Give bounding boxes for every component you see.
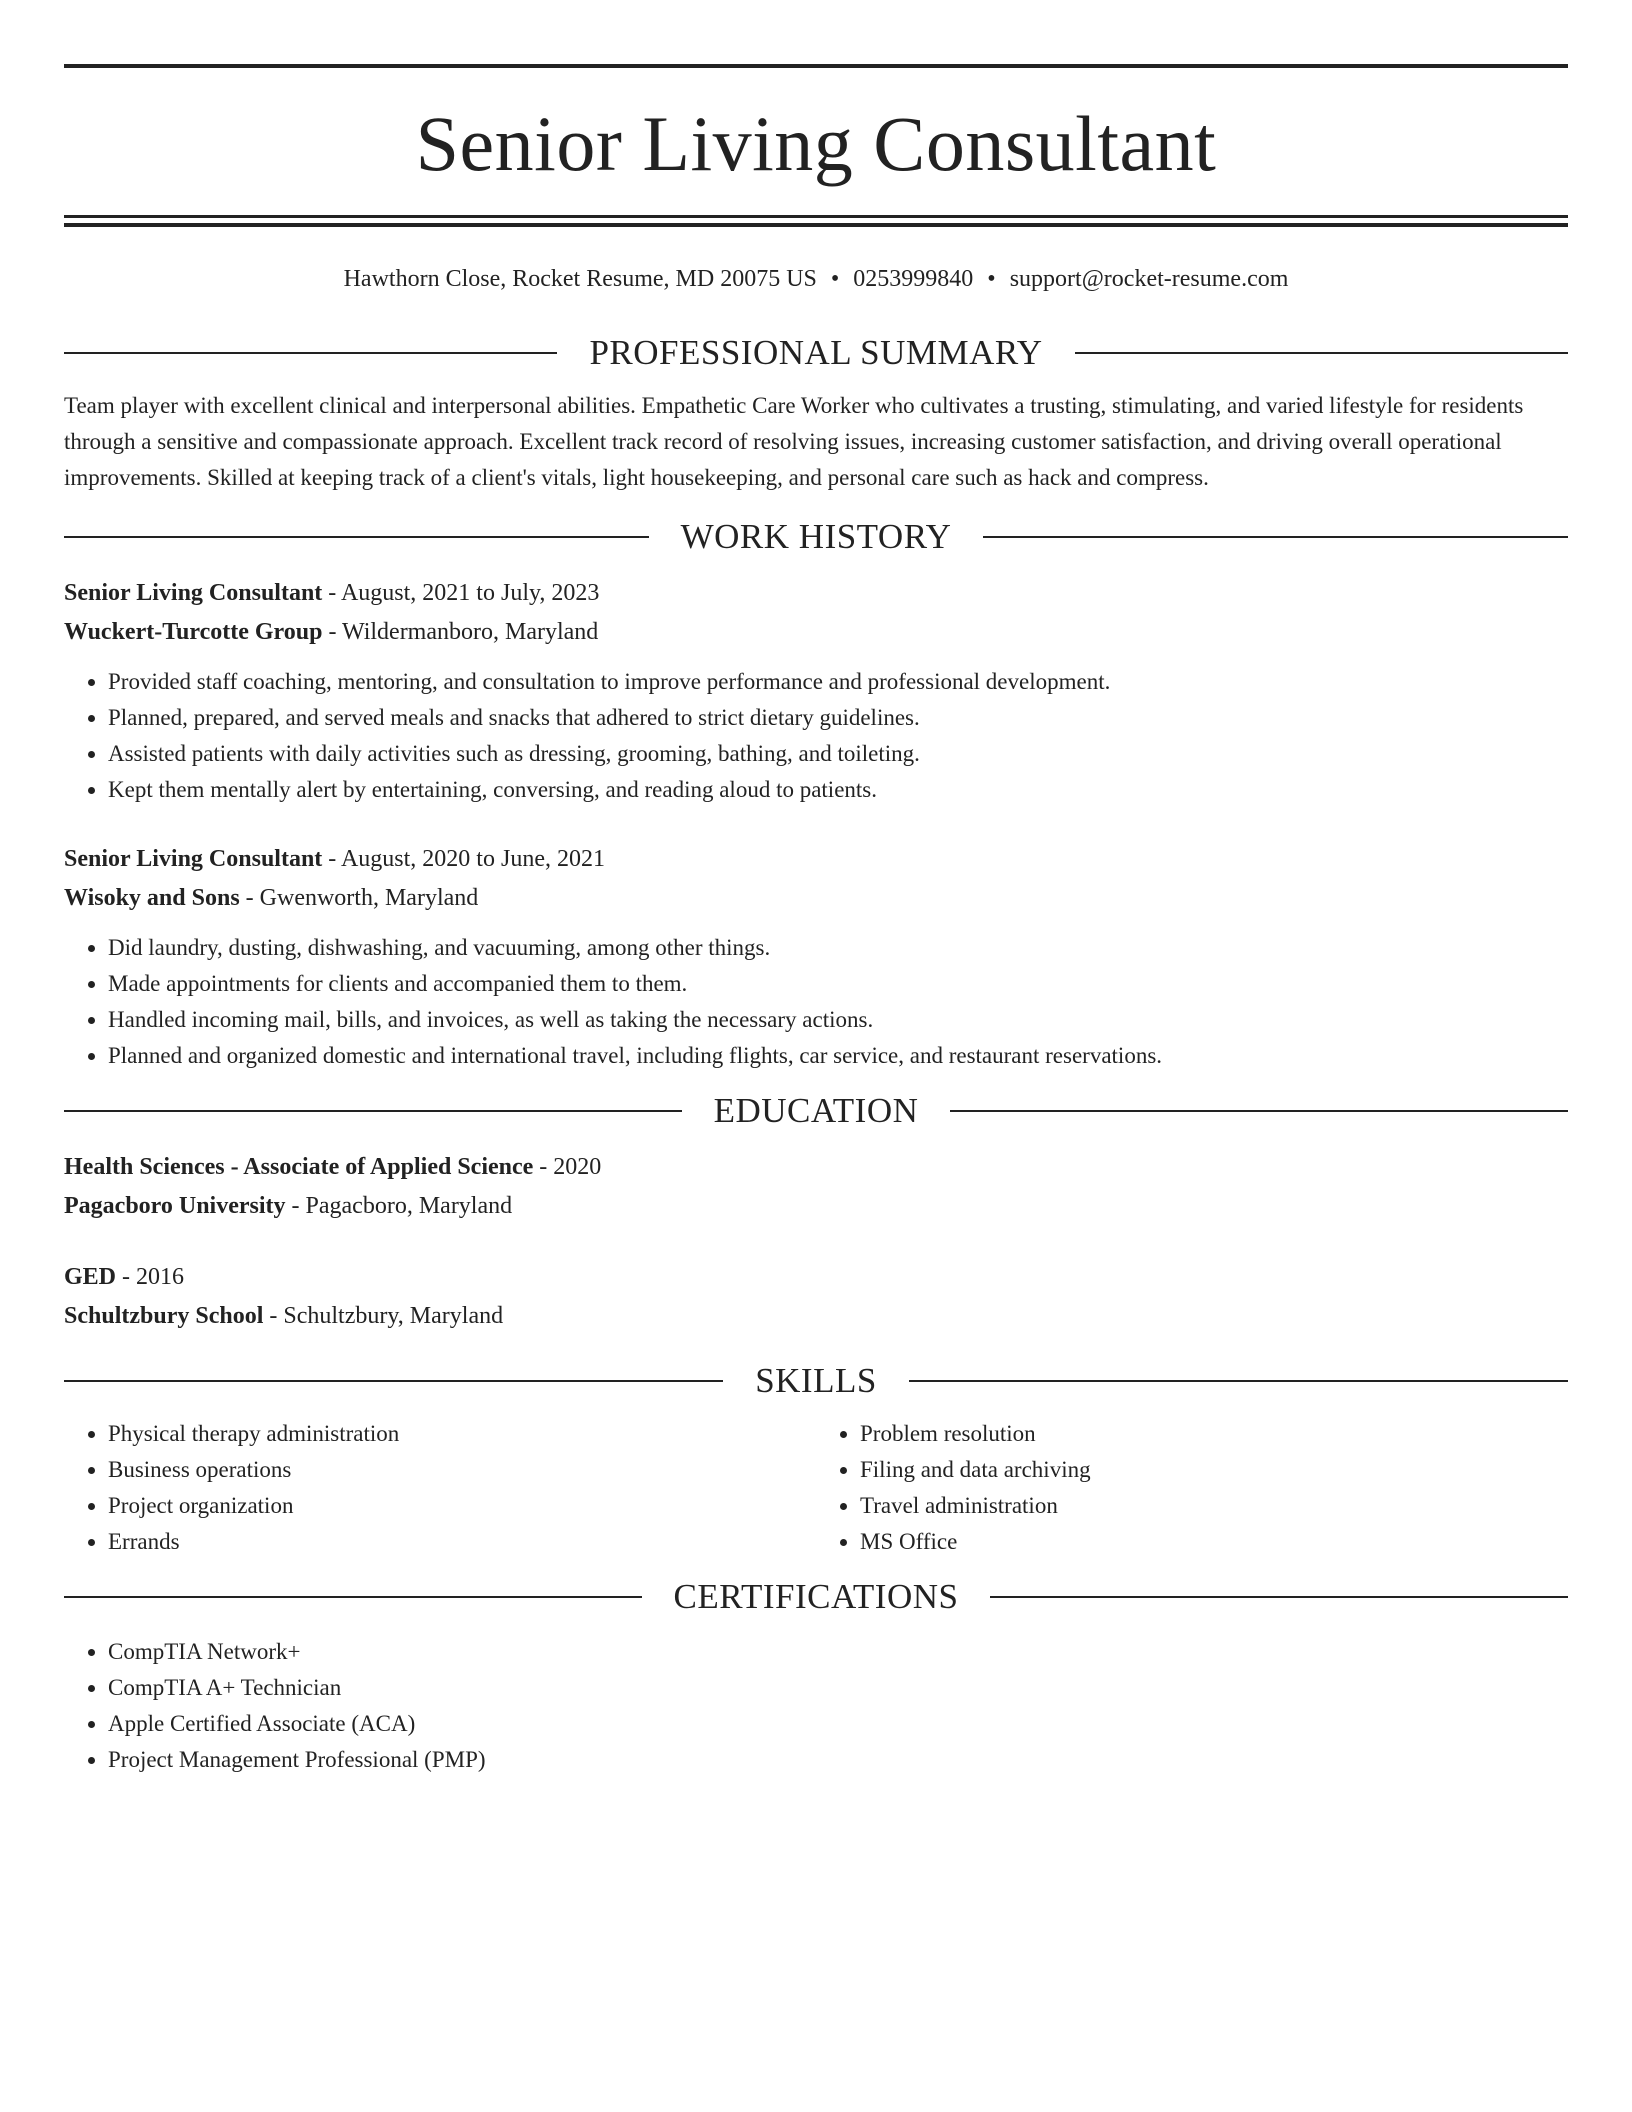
- contact-phone: 0253999840: [853, 266, 974, 292]
- job-location: - Wildermanboro, Maryland: [322, 619, 599, 645]
- education-entry: [64, 1148, 1568, 1226]
- degree: Health Sciences - Associate of Applied Science: [64, 1154, 534, 1180]
- heading-rule: [64, 1110, 682, 1112]
- school-location: - Pagacboro, Maryland: [285, 1193, 513, 1219]
- contact-separator: •: [987, 266, 996, 292]
- summary-heading-label: PROFESSIONAL SUMMARY: [589, 333, 1043, 372]
- degree-line: [64, 1258, 1568, 1297]
- list-item: • Problem resolution: [860, 1416, 1568, 1452]
- title-double-rule: [64, 215, 1568, 227]
- degree-year: - 2020: [533, 1154, 602, 1180]
- school: Schultzbury School: [64, 1303, 264, 1329]
- page-title: Senior Living Consultant: [415, 100, 1217, 187]
- skills-heading: [64, 1358, 1568, 1404]
- list-item: • Made appointments for clients and accompanied them to them.: [108, 966, 1568, 1002]
- list-item: • Apple Certified Associate (ACA): [108, 1706, 1568, 1742]
- heading-rule: [64, 352, 557, 354]
- list-item: • Filing and data archiving: [860, 1452, 1568, 1488]
- contact-separator: •: [830, 266, 840, 292]
- education-heading-label: EDUCATION: [713, 1091, 919, 1130]
- school-line: [64, 1297, 1568, 1336]
- school-location: - Schultzbury, Maryland: [263, 1303, 504, 1329]
- job-title: Senior Living Consultant: [64, 846, 323, 872]
- work-history-heading: [64, 514, 1568, 560]
- degree-year: - 2016: [116, 1264, 185, 1290]
- list-item: • Did laundry, dusting, dishwashing, and vacuuming, among other things.: [108, 930, 1568, 966]
- heading-rule: [983, 536, 1568, 538]
- list-item: • CompTIA A+ Technician: [108, 1670, 1568, 1706]
- job-location: - Gwenworth, Maryland: [239, 885, 479, 911]
- contact-line: [64, 264, 1568, 294]
- resume-page: [64, 64, 1568, 1778]
- skills-column-right: [816, 1416, 1568, 1560]
- work-history-heading-label: WORK HISTORY: [680, 517, 952, 556]
- job-bullets: [64, 930, 1568, 1074]
- list-item: • Planned, prepared, and served meals and snacks that adhered to strict dietary guidelines.: [108, 700, 1568, 736]
- heading-rule: [909, 1380, 1568, 1382]
- heading-rule: [64, 1596, 642, 1598]
- certifications-heading: [64, 1574, 1568, 1620]
- skills-column-left: [64, 1416, 816, 1560]
- school-line: [64, 1187, 1568, 1226]
- contact-address: Hawthorn Close, Rocket Resume, MD 20075 US: [343, 266, 817, 292]
- list-item: • CompTIA Network+: [108, 1634, 1568, 1670]
- school: Pagacboro University: [64, 1193, 286, 1219]
- job-company: Wisoky and Sons: [64, 885, 240, 911]
- heading-rule: [1075, 352, 1568, 354]
- list-item: • Provided staff coaching, mentoring, and consultation to improve performance and professional development.: [108, 664, 1568, 700]
- list-item: • Planned and organized domestic and international travel, including flights, car service, and restaurant reservations.: [108, 1038, 1568, 1074]
- education-heading: [64, 1088, 1568, 1134]
- job-bullets: [64, 664, 1568, 808]
- job-title-line: [64, 840, 1568, 879]
- heading-rule: [990, 1596, 1568, 1598]
- list-item: • Physical therapy administration: [108, 1416, 816, 1452]
- list-item: • Project organization: [108, 1488, 816, 1524]
- degree-line: [64, 1148, 1568, 1187]
- heading-rule: [950, 1110, 1568, 1112]
- list-item: • Kept them mentally alert by entertaining, conversing, and reading aloud to patients.: [108, 772, 1568, 808]
- list-item: • Project Management Professional (PMP): [108, 1742, 1568, 1778]
- heading-rule: [64, 536, 649, 538]
- list-item: • Business operations: [108, 1452, 816, 1488]
- job-title-line: [64, 574, 1568, 613]
- contact-email[interactable]: support@rocket-resume.com: [1009, 266, 1289, 292]
- skills-grid: [64, 1416, 1568, 1560]
- job-dates: - August, 2020 to June, 2021: [322, 846, 605, 872]
- degree: GED: [64, 1264, 117, 1290]
- list-item: • Travel administration: [860, 1488, 1568, 1524]
- job-title: Senior Living Consultant: [64, 580, 323, 606]
- list-item: • MS Office: [860, 1524, 1568, 1560]
- job-dates: - August, 2021 to July, 2023: [322, 580, 600, 606]
- job-company-line: [64, 613, 1568, 652]
- list-item: • Assisted patients with daily activities such as dressing, grooming, bathing, and toileting.: [108, 736, 1568, 772]
- skills-heading-label: SKILLS: [755, 1361, 877, 1400]
- certifications-heading-label: CERTIFICATIONS: [673, 1577, 959, 1616]
- education-entry: [64, 1258, 1568, 1336]
- list-item: • Handled incoming mail, bills, and invoices, as well as taking the necessary actions.: [108, 1002, 1568, 1038]
- job-entry: [64, 840, 1568, 1074]
- certifications-list: [64, 1634, 1568, 1778]
- list-item: • Errands: [108, 1524, 816, 1560]
- summary-heading: [64, 330, 1568, 376]
- summary-text: Team player with excellent clinical and interpersonal abilities. Empathetic Care Worker who cultivates a trusting, stimulating, and varied lifestyle for residents through a sensitive and compassionate approach. Excellent track record of resolving issues, increasing customer satisfaction, and driving overall operational improvements. Skilled at keeping track of a client's vitals, light housekeeping, and personal care such as hack and compress.: [64, 393, 1524, 490]
- job-company: Wuckert-Turcotte Group: [64, 619, 323, 645]
- job-entry: [64, 574, 1568, 808]
- job-company-line: [64, 879, 1568, 918]
- heading-rule: [64, 1380, 723, 1382]
